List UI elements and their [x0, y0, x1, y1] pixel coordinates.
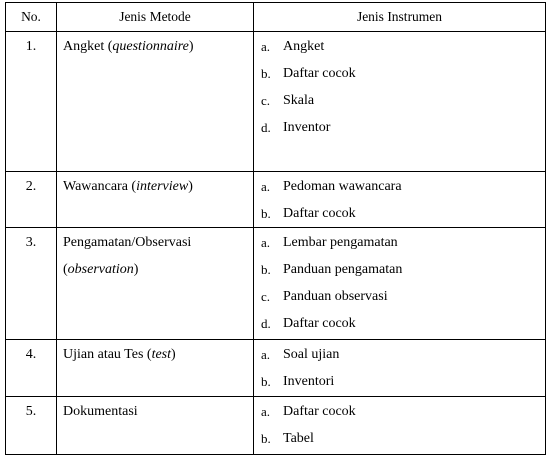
instrument-item [261, 341, 545, 368]
instrument-text: Daftar cocok [283, 66, 356, 81]
instrument-text: Daftar cocok [283, 206, 356, 221]
row-number: 4. [6, 340, 57, 397]
table-row [6, 172, 546, 228]
instrument-item [261, 229, 545, 256]
header-method: Jenis Metode [57, 3, 254, 32]
instrument-text: Pedoman wawancara [283, 179, 402, 194]
method-text: Angket ( [63, 39, 113, 54]
instrument-letter: a. [261, 347, 271, 362]
instrument-text: Inventori [283, 374, 335, 389]
instrument-letter: a. [261, 179, 271, 194]
instrument-item [261, 33, 545, 60]
method-text-closing: ) [133, 262, 139, 277]
method-cell [57, 228, 254, 340]
instrument-cell [254, 340, 546, 397]
method-term-italic: observation [67, 262, 134, 277]
method-text: Dokumentasi [63, 404, 138, 419]
instrument-item [261, 87, 545, 114]
table-header-row [6, 3, 546, 32]
instrument-item [261, 60, 545, 87]
method-line [63, 173, 253, 200]
instrument-text: Daftar cocok [283, 316, 356, 331]
instrument-item [261, 200, 545, 227]
table-row [6, 228, 546, 340]
row-number: 3. [6, 228, 57, 340]
instrument-letter: a. [261, 235, 271, 250]
method-line [63, 229, 253, 256]
instrument-text: Panduan observasi [283, 289, 388, 304]
instrument-text: Skala [283, 93, 315, 108]
method-text: Ujian atau Tes ( [63, 347, 152, 362]
method-line [63, 341, 253, 368]
method-line [63, 256, 253, 283]
instrument-letter: a. [261, 39, 271, 54]
method-cell [57, 397, 254, 455]
instrument-text: Daftar cocok [283, 404, 356, 419]
method-text-closing: ) [171, 347, 176, 362]
header-no: No. [6, 3, 57, 32]
instrument-cell [254, 397, 546, 455]
instrument-text: Lembar pengamatan [283, 235, 398, 250]
instrument-letter: b. [261, 262, 271, 277]
instrument-text: Angket [283, 39, 325, 54]
method-cell [57, 172, 254, 228]
method-text: ( [63, 262, 68, 277]
instrument-letter: d. [261, 120, 271, 135]
instrument-item [261, 114, 545, 141]
method-instrument-table [5, 2, 546, 455]
instrument-item [261, 425, 545, 452]
instrument-item [261, 310, 545, 337]
instrument-item [261, 256, 545, 283]
method-cell [57, 32, 254, 172]
instrument-letter: b. [261, 374, 271, 389]
table-row [6, 340, 546, 397]
instrument-letter: c. [261, 289, 271, 304]
instrument-text: Tabel [283, 431, 314, 446]
instrument-item [261, 368, 545, 395]
instrument-text: Panduan pengamatan [283, 262, 403, 277]
instrument-letter: b. [261, 66, 271, 81]
row-number: 2. [6, 172, 57, 228]
instrument-letter: c. [261, 93, 271, 108]
header-instrument: Jenis Instrumen [254, 3, 546, 32]
method-term-italic: interview [136, 179, 189, 194]
row-number: 1. [6, 32, 57, 172]
instrument-cell [254, 228, 546, 340]
instrument-letter: b. [261, 431, 271, 446]
method-text: Pengamatan/Observasi [63, 235, 192, 250]
instrument-letter: a. [261, 404, 271, 419]
instrument-cell [254, 172, 546, 228]
table-row [6, 397, 546, 455]
method-term-italic: test [151, 347, 172, 362]
instrument-item [261, 173, 545, 200]
method-text-closing: ) [188, 179, 193, 194]
method-term-italic: questionnaire [112, 39, 189, 54]
instrument-letter: b. [261, 206, 271, 221]
method-text: Wawancara ( [63, 179, 137, 194]
table-row [6, 32, 546, 172]
method-text-closing: ) [188, 39, 194, 54]
instrument-item [261, 283, 545, 310]
instrument-item [261, 398, 545, 425]
row-number: 5. [6, 397, 57, 455]
method-line [63, 398, 253, 425]
instrument-text: Soal ujian [283, 347, 340, 362]
instrument-text: Inventor [283, 120, 331, 135]
instrument-cell [254, 32, 546, 172]
instrument-letter: d. [261, 316, 271, 331]
method-line [63, 33, 253, 60]
method-cell [57, 340, 254, 397]
